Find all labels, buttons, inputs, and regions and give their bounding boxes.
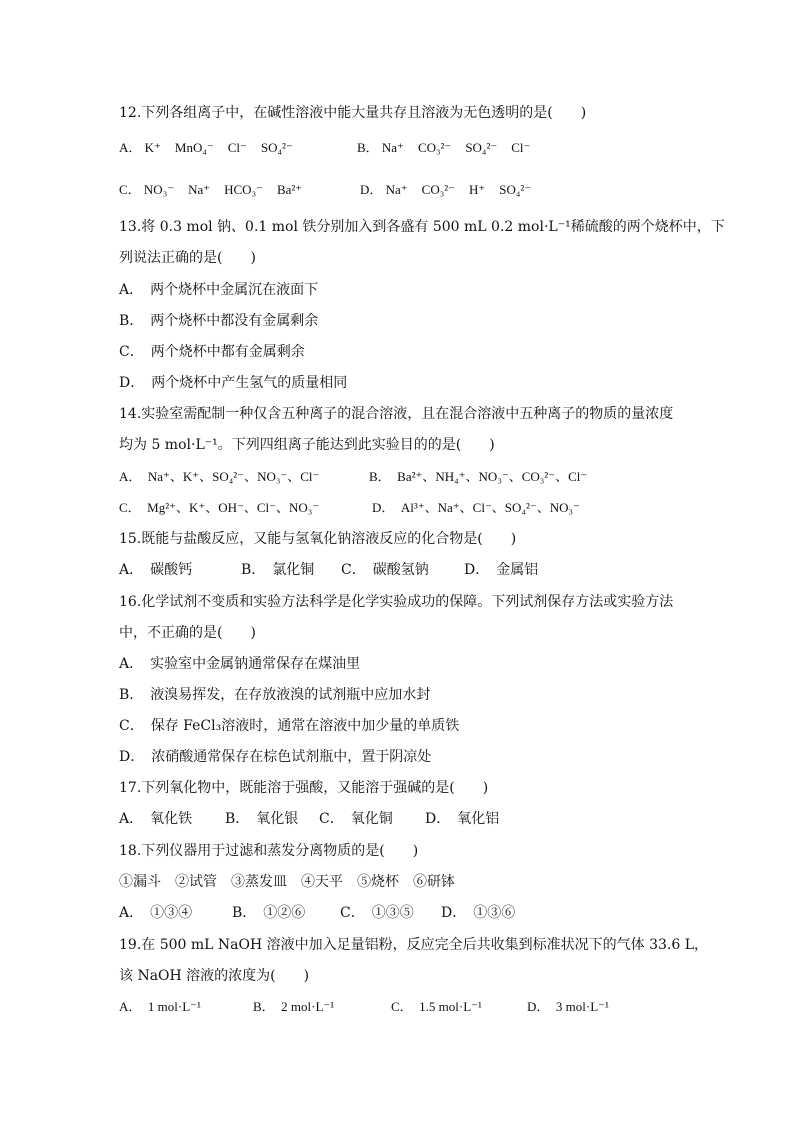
q14-option-a[interactable]: A． Na⁺、K⁺、SO₄²⁻、NO₃⁻、Cl⁻ (119, 469, 320, 484)
q16-stem-line1: 16.化学试剂不变质和实验方法科学是化学实验成功的保障。下列试剂保存方法或实验方法 (119, 594, 674, 610)
q14-option-d[interactable]: D． Al³⁺、Na⁺、Cl⁻、SO₄²⁻、NO₃⁻ (372, 500, 580, 515)
q19-option-d[interactable]: D． 3 mol·L⁻¹ (527, 999, 609, 1014)
q18-option-b[interactable]: B． ①②⑥ (232, 905, 306, 921)
q19-option-a[interactable]: A． 1 mol·L⁻¹ (119, 999, 201, 1014)
q15-option-d[interactable]: D． 金属铝 (464, 562, 539, 578)
q12-option-c[interactable]: C． NO₃⁻ Na⁺ HCO₃⁻ Ba²⁺ (119, 182, 303, 197)
q13-stem-line2: 列说法正确的是( ) (119, 250, 256, 266)
q18-stem: 18.下列仪器用于过滤和蒸发分离物质的是( ) (119, 843, 419, 859)
q19-stem-line1: 19.在 500 mL NaOH 溶液中加入足量铝粉，反应完全后共收集到标准状况下的气体 33.6 L， (119, 937, 709, 953)
q17-stem: 17.下列氧化物中，既能溶于强酸，又能溶于强碱的是( ) (119, 780, 489, 796)
q14-option-b[interactable]: B． Ba²⁺、NH₄⁺、NO₃⁻、CO₃²⁻、Cl⁻ (369, 469, 588, 484)
q14-option-c[interactable]: C． Mg²⁺、K⁺、OH⁻、Cl⁻、NO₃⁻ (119, 500, 320, 515)
q19-stem-line2: 该 NaOH 溶液的浓度为( ) (119, 968, 310, 984)
q18-option-c[interactable]: C． ①③⑤ (340, 905, 414, 921)
q16-option-c[interactable]: C． 保存 FeCl₃溶液时，通常在溶液中加少量的单质铁 (119, 718, 460, 734)
q15-stem: 15.既能与盐酸反应，又能与氢氧化钠溶液反应的化合物是( ) (119, 531, 517, 547)
q12-option-b[interactable]: B． Na⁺ CO₃²⁻ SO₄²⁻ Cl⁻ (357, 140, 531, 155)
q16-option-d[interactable]: D． 浓硝酸通常保存在棕色试剂瓶中，置于阴凉处 (119, 749, 432, 765)
q17-option-b[interactable]: B． 氧化银 (225, 811, 299, 827)
q13-stem-line1: 13.将 0.3 mol 钠、0.1 mol 铁分别加入到各盛有 500 mL 0.2 mol·L⁻¹稀硫酸的两个烧杯中，下 (119, 219, 725, 235)
q13-option-c[interactable]: C． 两个烧杯中都有金属剩余 (119, 344, 305, 360)
q12-option-a[interactable]: A． K⁺ MnO₄⁻ Cl⁻ SO₄²⁻ (119, 140, 293, 155)
q17-option-d[interactable]: D． 氧化铝 (425, 811, 500, 827)
q17-option-c[interactable]: C． 氧化铜 (319, 811, 393, 827)
q18-instrument-list: ①漏斗 ②试管 ③蒸发皿 ④天平 ⑤烧杯 ⑥研钵 (119, 874, 455, 890)
q19-option-b[interactable]: B． 2 mol·L⁻¹ (253, 999, 335, 1014)
q14-stem-line2: 均为 5 mol·L⁻¹。下列四组离子能达到此实验目的的是( ) (119, 437, 495, 453)
q16-option-b[interactable]: B． 液溴易挥发，在存放液溴的试剂瓶中应加水封 (119, 687, 431, 703)
q16-option-a[interactable]: A． 实验室中金属钠通常保存在煤油里 (119, 656, 361, 672)
q13-option-d[interactable]: D． 两个烧杯中产生氢气的质量相同 (119, 375, 348, 391)
q14-stem-line1: 14.实验室需配制一种仅含五种离子的混合溶液，且在混合溶液中五种离子的物质的量浓度 (119, 406, 674, 422)
q19-option-c[interactable]: C． 1.5 mol·L⁻¹ (391, 999, 482, 1014)
q15-option-b[interactable]: B． 氯化铜 (241, 562, 315, 578)
q17-option-a[interactable]: A． 氧化铁 (119, 811, 193, 827)
q18-option-d[interactable]: D． ①③⑥ (441, 905, 516, 921)
q18-option-a[interactable]: A． ①③④ (119, 905, 193, 921)
q13-option-b[interactable]: B． 两个烧杯中都没有金属剩余 (119, 313, 319, 329)
q12-option-d[interactable]: D． Na⁺ CO₃²⁻ H⁺ SO₄²⁻ (360, 182, 532, 197)
q15-option-a[interactable]: A． 碳酸钙 (119, 562, 193, 578)
q16-stem-line2: 中，不正确的是( ) (119, 625, 256, 641)
q15-option-c[interactable]: C． 碳酸氢钠 (341, 562, 429, 578)
q13-option-a[interactable]: A． 两个烧杯中金属沉在液面下 (119, 282, 319, 298)
q12-stem: 12.下列各组离子中，在碱性溶液中能大量共存且溶液为无色透明的是( ) (119, 105, 587, 121)
